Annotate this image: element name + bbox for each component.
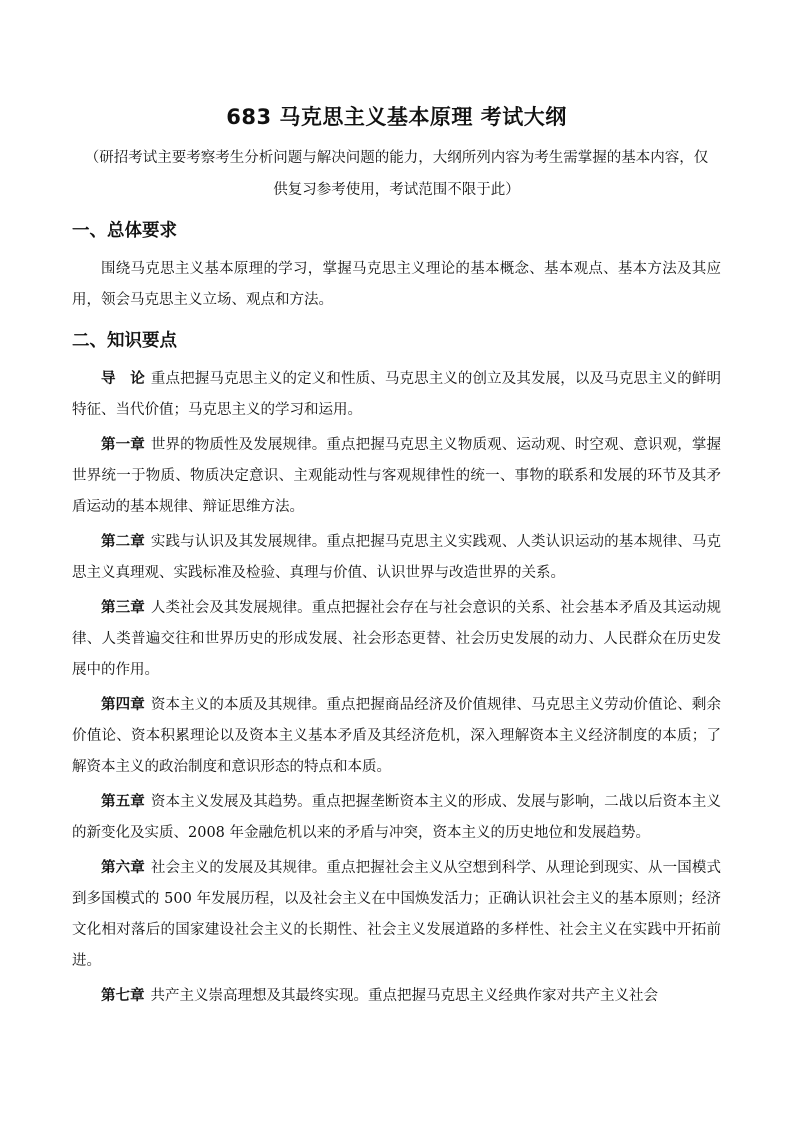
paragraph-general — [72, 254, 721, 316]
chapter-label: 第四章 — [101, 697, 145, 713]
paragraph-text: 围绕马克思主义基本原理的学习，掌握马克思主义理论的基本概念、基本观点、基本方法及其应用，领会马克思主义立场、观点和方法。 — [72, 261, 721, 308]
paragraph-text: 人类社会及其发展规律。重点把握社会存在与社会意识的关系、社会基本矛盾及其运动规律、人类普遍交往和世界历史的形成发展、社会形态更替、社会历史发展的动力、人民群众在历史发展中的作用。 — [72, 600, 722, 678]
paragraph-text: 实践与认识及其发展规律。重点把握马克思主义实践观、人类认识运动的基本规律、马克思主义真理观、实践标准及检验、真理与价值、认识世界与改造世界的关系。 — [72, 534, 722, 581]
paragraph-chapter-6 — [72, 853, 721, 977]
chapter-label: 第三章 — [101, 600, 145, 616]
paragraph-text: 共产主义崇高理想及其最终实现。重点把握马克思主义经典作家对共产主义社会 — [150, 988, 658, 1004]
paragraph-chapter-3 — [72, 593, 721, 686]
chapter-label: 导 论 — [101, 371, 145, 387]
paragraph-text: 资本主义发展及其趋势。重点把握垄断资本主义的形成、发展与影响，二战以后资本主义的新变化及实质、2008 年金融危机以来的矛盾与冲突，资本主义的历史地位和发展趋势。 — [72, 794, 722, 841]
paragraph-text: 世界的物质性及发展规律。重点把握马克思主义物质观、运动观、时空观、意识观，掌握世界统一于物质、物质决定意识、主观能动性与客观规律性的统一、事物的联系和发展的环节及其矛盾运动的基本规律、辩证思维方法。 — [72, 437, 722, 515]
chapter-label: 第二章 — [101, 534, 145, 550]
paragraph-chapter-7 — [72, 981, 721, 1012]
section-heading-knowledge: 二、知识要点 — [72, 331, 177, 351]
chapter-label: 第一章 — [101, 437, 145, 453]
chapter-label: 第七章 — [101, 988, 145, 1004]
paragraph-text: 社会主义的发展及其规律。重点把握社会主义从空想到科学、从理论到现实、从一国模式到多国模式的 500 年发展历程，以及社会主义在中国焕发活力；正确认识社会主义的基本原则；经济文化相对落后的国家建设社会主义的长期性、社会主义发展道路的多样性、社会主义在实践中开拓前进。 — [72, 860, 722, 969]
paragraph-chapter-5 — [72, 787, 721, 849]
page-subtitle: （研招考试主要考察考生分析问题与解决问题的能力，大纲所列内容为考生需掌握的基本内容，仅供复习参考使用，考试范围不限于此） — [84, 150, 709, 198]
page-title: 683 马克思主义基本原理 考试大纲 — [226, 105, 567, 129]
chapter-label: 第六章 — [101, 860, 145, 876]
paragraph-intro — [72, 364, 721, 426]
section-heading-general: 一、总体要求 — [72, 221, 177, 241]
paragraph-chapter-2 — [72, 527, 721, 589]
paragraph-text: 重点把握马克思主义的定义和性质、马克思主义的创立及其发展，以及马克思主义的鲜明特征、当代价值；马克思主义的学习和运用。 — [72, 371, 722, 418]
paragraph-text: 资本主义的本质及其规律。重点把握商品经济及价值规律、马克思主义劳动价值论、剩余价值论、资本积累理论以及资本主义基本矛盾及其经济危机，深入理解资本主义经济制度的本质；了解资本主义的政治制度和意识形态的特点和本质。 — [72, 697, 722, 775]
paragraph-chapter-1 — [72, 430, 721, 523]
chapter-label: 第五章 — [101, 794, 145, 810]
paragraph-chapter-4 — [72, 690, 721, 783]
